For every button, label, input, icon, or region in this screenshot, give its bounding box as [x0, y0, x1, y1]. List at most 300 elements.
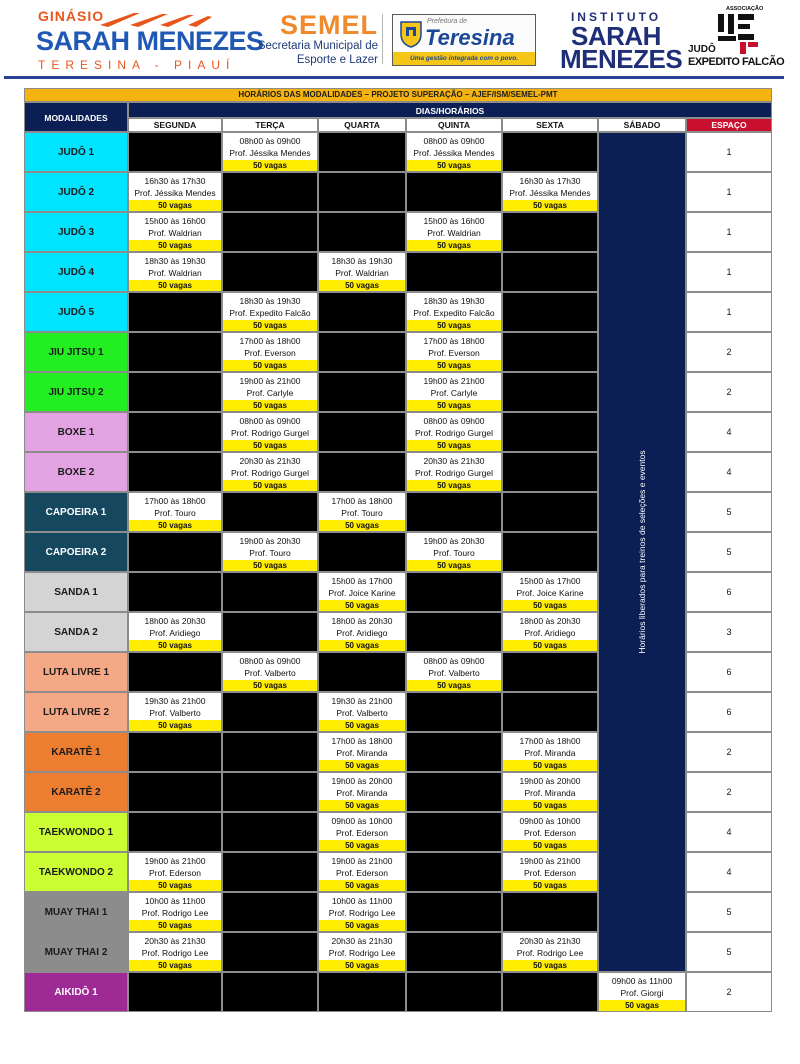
empty-slot-sexta	[502, 252, 598, 292]
schedule-slot-terca	[222, 292, 318, 332]
slot-vagas: 50 vagas	[223, 360, 317, 371]
teresina-tagline: Uma gestão integrada com o povo.	[393, 52, 535, 65]
empty-slot-segunda	[128, 292, 222, 332]
slot-time: 15h00 às 16h00	[144, 215, 206, 226]
empty-slot-sexta	[502, 892, 598, 932]
slot-info	[129, 853, 221, 880]
schedule-slot-sexta	[502, 612, 598, 652]
slot-instructor: Prof. Carlyle	[246, 387, 294, 398]
schedule-slot-terca	[222, 372, 318, 412]
slot-info	[129, 613, 221, 640]
empty-slot-terca	[222, 692, 318, 732]
prefeitura-teresina-logo	[392, 14, 536, 66]
slot-info	[223, 373, 317, 400]
schedule-slot-segunda	[128, 692, 222, 732]
schedule-slot-segunda	[128, 252, 222, 292]
day-header-sabado: SÁBADO	[598, 118, 686, 132]
schedule-slot-segunda	[128, 852, 222, 892]
slot-vagas: 50 vagas	[599, 1000, 685, 1011]
empty-slot-quarta	[318, 172, 406, 212]
schedule-slot-segunda	[128, 612, 222, 652]
instituto-label: INSTITUTO	[570, 10, 662, 24]
empty-slot-segunda	[128, 372, 222, 412]
slot-time: 19h00 às 20h30	[423, 535, 485, 546]
empty-slot-terca	[222, 212, 318, 252]
slot-info	[223, 413, 317, 440]
slot-vagas: 50 vagas	[319, 600, 405, 611]
slot-time: 08h00 às 09h00	[239, 655, 301, 666]
slot-time: 15h00 às 17h00	[519, 575, 581, 586]
slot-vagas: 50 vagas	[223, 440, 317, 451]
empty-slot-sexta	[502, 492, 598, 532]
empty-slot-quarta	[318, 652, 406, 692]
slot-instructor: Prof. Ederson	[336, 827, 388, 838]
slot-info	[129, 213, 221, 240]
slot-info	[319, 573, 405, 600]
slot-info	[319, 733, 405, 760]
slot-info	[407, 533, 501, 560]
slot-instructor: Prof. Waldrian	[148, 267, 202, 278]
schedule-slot-terca	[222, 332, 318, 372]
empty-slot-terca	[222, 252, 318, 292]
slot-vagas: 50 vagas	[503, 200, 597, 211]
slot-info	[223, 533, 317, 560]
empty-slot-sexta	[502, 652, 598, 692]
slot-time: 15h00 às 16h00	[423, 215, 485, 226]
slot-info	[503, 813, 597, 840]
slot-instructor: Prof. Miranda	[524, 787, 576, 798]
espaco-cell: 5	[686, 492, 772, 532]
empty-slot-quinta	[406, 692, 502, 732]
schedule-slot-terca	[222, 532, 318, 572]
slot-instructor: Prof. Ederson	[524, 867, 576, 878]
empty-slot-quinta	[406, 612, 502, 652]
modalidade-cell: TAEKWONDO 1	[24, 812, 128, 852]
slot-instructor: Prof. Touro	[249, 547, 291, 558]
slot-info	[129, 173, 221, 200]
empty-slot-quinta	[406, 252, 502, 292]
slot-vagas: 50 vagas	[503, 640, 597, 651]
slot-info	[319, 813, 405, 840]
slot-vagas: 50 vagas	[223, 480, 317, 491]
schedule-slot-quinta	[406, 452, 502, 492]
slot-vagas: 50 vagas	[223, 320, 317, 331]
slot-instructor: Prof. Joice Karine	[328, 587, 396, 598]
schedule-slot-quarta	[318, 932, 406, 972]
slot-instructor: Prof. Everson	[244, 347, 296, 358]
slot-info	[407, 133, 501, 160]
schedule-slot-terca	[222, 132, 318, 172]
semel-logo	[234, 12, 378, 72]
empty-slot-segunda	[128, 812, 222, 852]
schedule-slot-quarta	[318, 252, 406, 292]
slot-instructor: Prof. Jéssika Mendes	[413, 147, 495, 158]
schedule-slot-sexta	[502, 772, 598, 812]
semel-line2: Esporte e Lazer	[296, 54, 378, 66]
slot-vagas: 50 vagas	[129, 200, 221, 211]
modalidade-cell: AIKIDÔ 1	[24, 972, 128, 1012]
slot-vagas: 50 vagas	[407, 320, 501, 331]
slot-time: 10h00 às 11h00	[331, 895, 393, 906]
schedule-slot-quinta	[406, 412, 502, 452]
empty-slot-terca	[222, 772, 318, 812]
schedule-slot-quarta	[318, 772, 406, 812]
empty-slot-sexta	[502, 692, 598, 732]
schedule-slot-quarta	[318, 612, 406, 652]
slot-info	[223, 133, 317, 160]
slot-vagas: 50 vagas	[407, 480, 501, 491]
empty-slot-quarta	[318, 972, 406, 1012]
ajef-monogram-icon	[714, 12, 760, 54]
schedule-slot-quinta	[406, 652, 502, 692]
slot-info	[407, 213, 501, 240]
slot-instructor: Prof. Jéssika Mendes	[509, 187, 591, 198]
slot-vagas: 50 vagas	[319, 760, 405, 771]
slot-time: 18h00 às 20h30	[144, 615, 206, 626]
empty-slot-quarta	[318, 372, 406, 412]
espaco-cell: 2	[686, 772, 772, 812]
slot-info	[319, 613, 405, 640]
espaco-cell: 2	[686, 972, 772, 1012]
modalidade-cell: JUDÔ 4	[24, 252, 128, 292]
empty-slot-quarta	[318, 332, 406, 372]
slot-info	[407, 653, 501, 680]
modalidade-cell: JIU JITSU 2	[24, 372, 128, 412]
empty-slot-terca	[222, 812, 318, 852]
modalidade-cell: MUAY THAI 2	[24, 932, 128, 972]
slot-time: 19h00 às 21h00	[239, 375, 301, 386]
slot-vagas: 50 vagas	[503, 600, 597, 611]
empty-slot-segunda	[128, 412, 222, 452]
teresina-name: Teresina	[425, 25, 515, 50]
slot-instructor: Prof. Aridiego	[524, 627, 576, 638]
table-row	[24, 972, 772, 1012]
day-header-sexta: SEXTA	[502, 118, 598, 132]
prefeitura-label: Prefeitura de	[427, 18, 468, 25]
slot-vagas: 50 vagas	[319, 640, 405, 651]
slot-instructor: Prof. Waldrian	[427, 227, 481, 238]
espaco-cell: 4	[686, 452, 772, 492]
slot-time: 19h30 às 21h00	[331, 695, 393, 706]
schedule-slot-quinta	[406, 332, 502, 372]
slot-vagas: 50 vagas	[129, 240, 221, 251]
empty-slot-terca	[222, 732, 318, 772]
empty-slot-terca	[222, 972, 318, 1012]
modalidade-cell: TAEKWONDO 2	[24, 852, 128, 892]
slot-instructor: Prof. Waldrian	[335, 267, 389, 278]
slot-time: 18h00 às 20h30	[519, 615, 581, 626]
slot-vagas: 50 vagas	[503, 960, 597, 971]
slot-instructor: Prof. Miranda	[336, 787, 388, 798]
schedule-slot-terca	[222, 452, 318, 492]
slot-vagas: 50 vagas	[319, 280, 405, 291]
slot-time: 20h30 às 21h30	[519, 935, 581, 946]
slot-info	[407, 413, 501, 440]
slot-vagas: 50 vagas	[319, 920, 405, 931]
modalidade-cell: SANDA 1	[24, 572, 128, 612]
slot-vagas: 50 vagas	[407, 400, 501, 411]
schedule-slot-segunda	[128, 172, 222, 212]
modalidade-cell: KARATÊ 1	[24, 732, 128, 772]
empty-slot-quinta	[406, 172, 502, 212]
slot-instructor: Prof. Rodrigo Gurgel	[415, 467, 493, 478]
slot-info	[129, 893, 221, 920]
slot-instructor: Prof. Rodrigo Lee	[141, 907, 209, 918]
slot-time: 17h00 às 18h00	[331, 735, 393, 746]
slot-info	[129, 693, 221, 720]
schedule-slot-quinta	[406, 372, 502, 412]
espaco-header: ESPAÇO	[686, 118, 772, 132]
slot-info	[319, 493, 405, 520]
empty-slot-terca	[222, 492, 318, 532]
slot-instructor: Prof. Expedito Falcão	[229, 307, 311, 318]
modalidade-cell: CAPOEIRA 2	[24, 532, 128, 572]
slot-time: 19h00 às 20h00	[519, 775, 581, 786]
instituto-line2: MENEZES	[560, 44, 683, 74]
schedule-slot-sexta	[502, 172, 598, 212]
slot-instructor: Prof. Rodrigo Gurgel	[231, 467, 309, 478]
slot-info	[129, 493, 221, 520]
slot-instructor: Prof. Ederson	[524, 827, 576, 838]
empty-slot-quinta	[406, 892, 502, 932]
slot-info	[319, 693, 405, 720]
schedule-slot-sexta	[502, 572, 598, 612]
slot-time: 17h00 às 18h00	[423, 335, 485, 346]
espaco-cell: 5	[686, 892, 772, 932]
slot-vagas: 50 vagas	[319, 960, 405, 971]
slot-vagas: 50 vagas	[129, 880, 221, 891]
slot-instructor: Prof. Rodrigo Gurgel	[415, 427, 493, 438]
slot-time: 18h00 às 20h30	[331, 615, 393, 626]
empty-slot-quinta	[406, 852, 502, 892]
table-title: HORÁRIOS DAS MODALIDADES – PROJETO SUPERAÇÃO – AJEF/ISM/SEMEL-PMT	[24, 88, 772, 102]
slot-vagas: 50 vagas	[223, 560, 317, 571]
slot-time: 15h00 às 17h00	[331, 575, 393, 586]
slot-instructor: Prof. Miranda	[336, 747, 388, 758]
header-divider	[4, 76, 784, 79]
slot-instructor: Prof. Touro	[341, 507, 383, 518]
modalidades-header: MODALIDADES	[24, 102, 128, 132]
city-crest-icon	[398, 18, 424, 48]
day-header-quarta: QUARTA	[318, 118, 406, 132]
ajef-name: EXPEDITO FALCÃO	[688, 56, 785, 68]
empty-slot-sexta	[502, 452, 598, 492]
slot-info	[503, 613, 597, 640]
slot-info	[503, 933, 597, 960]
slot-vagas: 50 vagas	[319, 720, 405, 731]
slot-instructor: Prof. Joice Karine	[516, 587, 584, 598]
slot-instructor: Prof. Rodrigo Lee	[516, 947, 584, 958]
slot-time: 09h00 às 11h00	[611, 975, 673, 986]
empty-slot-sexta	[502, 212, 598, 252]
sabado-note: Horários liberados para treinos de seleções e eventos	[637, 450, 647, 654]
slot-time: 19h30 às 21h00	[144, 695, 206, 706]
slot-time: 18h30 às 19h30	[144, 255, 206, 266]
slot-vagas: 50 vagas	[407, 440, 501, 451]
slot-time: 08h00 às 09h00	[239, 135, 301, 146]
slot-time: 18h30 às 19h30	[331, 255, 393, 266]
schedule-slot-quarta	[318, 812, 406, 852]
empty-slot-segunda	[128, 972, 222, 1012]
slot-instructor: Prof. Jéssika Mendes	[229, 147, 311, 158]
espaco-cell: 1	[686, 172, 772, 212]
slot-time: 10h00 às 11h00	[144, 895, 206, 906]
dias-horarios-header: DIAS/HORÁRIOS	[128, 102, 772, 118]
swoosh-stripes-icon	[100, 11, 212, 27]
slot-info	[503, 733, 597, 760]
slot-time: 17h00 às 18h00	[331, 495, 393, 506]
slot-instructor: Prof. Rodrigo Lee	[328, 947, 396, 958]
slot-info	[223, 453, 317, 480]
slot-instructor: Prof. Valberto	[428, 667, 480, 678]
ginasio-label: GINÁSIO	[38, 8, 105, 24]
schedule-slot-terca	[222, 652, 318, 692]
modalidade-cell: JIU JITSU 1	[24, 332, 128, 372]
empty-slot-sexta	[502, 132, 598, 172]
schedule-slot-segunda	[128, 892, 222, 932]
espaco-cell: 6	[686, 692, 772, 732]
slot-time: 19h00 às 20h00	[331, 775, 393, 786]
slot-time: 18h30 às 19h30	[239, 295, 301, 306]
empty-slot-segunda	[128, 732, 222, 772]
slot-vagas: 50 vagas	[503, 840, 597, 851]
slot-instructor: Prof. Expedito Falcão	[413, 307, 495, 318]
espaco-cell: 2	[686, 332, 772, 372]
schedule-slot-quarta	[318, 732, 406, 772]
modalidade-cell: BOXE 1	[24, 412, 128, 452]
empty-slot-quinta	[406, 492, 502, 532]
modalidade-cell: JUDÔ 2	[24, 172, 128, 212]
schedule-slot-sabado	[598, 972, 686, 1012]
slot-vagas: 50 vagas	[319, 520, 405, 531]
slot-info	[407, 453, 501, 480]
slot-instructor: Prof. Ederson	[336, 867, 388, 878]
schedule-slot-quarta	[318, 692, 406, 732]
slot-vagas: 50 vagas	[503, 880, 597, 891]
espaco-cell: 4	[686, 412, 772, 452]
empty-slot-segunda	[128, 532, 222, 572]
schedule-slot-sexta	[502, 812, 598, 852]
slot-vagas: 50 vagas	[319, 840, 405, 851]
slot-time: 09h00 às 10h00	[519, 815, 581, 826]
slot-instructor: Prof. Aridiego	[336, 627, 388, 638]
slot-info	[503, 853, 597, 880]
empty-slot-quarta	[318, 412, 406, 452]
slot-vagas: 50 vagas	[407, 680, 501, 691]
day-header-quinta: QUINTA	[406, 118, 502, 132]
slot-time: 19h00 às 21h00	[331, 855, 393, 866]
espaco-cell: 6	[686, 652, 772, 692]
modalidade-cell: BOXE 2	[24, 452, 128, 492]
slot-info	[319, 933, 405, 960]
page-header	[0, 0, 800, 80]
empty-slot-quarta	[318, 532, 406, 572]
empty-slot-quarta	[318, 132, 406, 172]
slot-time: 20h30 às 21h30	[144, 935, 206, 946]
empty-slot-sexta	[502, 972, 598, 1012]
instituto-sarah-menezes-logo	[560, 10, 683, 74]
schedule-slot-sexta	[502, 852, 598, 892]
slot-instructor: Prof. Carlyle	[430, 387, 478, 398]
empty-slot-quinta	[406, 772, 502, 812]
modalidade-cell: LUTA LIVRE 2	[24, 692, 128, 732]
empty-slot-terca	[222, 572, 318, 612]
empty-slot-terca	[222, 612, 318, 652]
slot-instructor: Prof. Miranda	[524, 747, 576, 758]
slot-vagas: 50 vagas	[129, 920, 221, 931]
schedule-slot-quarta	[318, 492, 406, 532]
slot-time: 17h00 às 18h00	[519, 735, 581, 746]
slot-instructor: Prof. Rodrigo Lee	[141, 947, 209, 958]
slot-info	[223, 333, 317, 360]
empty-slot-sexta	[502, 292, 598, 332]
empty-slot-sexta	[502, 372, 598, 412]
slot-instructor: Prof. Ederson	[149, 867, 201, 878]
slot-vagas: 50 vagas	[223, 400, 317, 411]
empty-slot-segunda	[128, 452, 222, 492]
slot-instructor: Prof. Jéssika Mendes	[134, 187, 216, 198]
espaco-cell: 5	[686, 932, 772, 972]
empty-slot-terca	[222, 932, 318, 972]
ajef-assoc-label: ASSOCIAÇÃO	[726, 6, 764, 12]
slot-info	[503, 773, 597, 800]
schedule-slot-quinta	[406, 532, 502, 572]
empty-slot-quinta	[406, 812, 502, 852]
slot-info	[407, 333, 501, 360]
slot-time: 08h00 às 09h00	[239, 415, 301, 426]
empty-slot-segunda	[128, 332, 222, 372]
modalidade-cell: MUAY THAI 1	[24, 892, 128, 932]
empty-slot-segunda	[128, 132, 222, 172]
ajef-logo	[688, 6, 785, 76]
slot-info	[319, 853, 405, 880]
semel-line1: Secretaria Municipal de	[257, 40, 378, 52]
schedule-slot-sexta	[502, 932, 598, 972]
empty-slot-segunda	[128, 772, 222, 812]
espaco-cell: 2	[686, 732, 772, 772]
slot-vagas: 50 vagas	[129, 280, 221, 291]
schedule-slot-quinta	[406, 132, 502, 172]
slot-info	[599, 973, 685, 1000]
instituto-line1: SARAH	[571, 21, 661, 51]
slot-instructor: Prof. Rodrigo Lee	[328, 907, 396, 918]
slot-info	[129, 253, 221, 280]
modalidade-cell: KARATÊ 2	[24, 772, 128, 812]
slot-time: 19h00 às 21h00	[423, 375, 485, 386]
espaco-cell: 1	[686, 252, 772, 292]
ginasio-name: SARAH MENEZES	[36, 26, 264, 56]
slot-instructor: Prof. Touro	[154, 507, 196, 518]
slot-instructor: Prof. Giorgi	[620, 987, 664, 998]
empty-slot-sexta	[502, 532, 598, 572]
slot-info	[319, 893, 405, 920]
modalidade-cell: JUDÔ 5	[24, 292, 128, 332]
slot-vagas: 50 vagas	[503, 760, 597, 771]
slot-instructor: Prof. Waldrian	[148, 227, 202, 238]
slot-time: 09h00 às 10h00	[331, 815, 393, 826]
slot-instructor: Prof. Valberto	[336, 707, 388, 718]
schedule-slot-quarta	[318, 852, 406, 892]
slot-info	[503, 173, 597, 200]
empty-slot-quarta	[318, 292, 406, 332]
empty-slot-segunda	[128, 652, 222, 692]
slot-time: 17h00 às 18h00	[144, 495, 206, 506]
slot-instructor: Prof. Everson	[428, 347, 480, 358]
slot-time: 19h00 às 20h30	[239, 535, 301, 546]
slot-vagas: 50 vagas	[407, 360, 501, 371]
modalidade-cell: JUDÔ 1	[24, 132, 128, 172]
schedule-slot-quinta	[406, 292, 502, 332]
